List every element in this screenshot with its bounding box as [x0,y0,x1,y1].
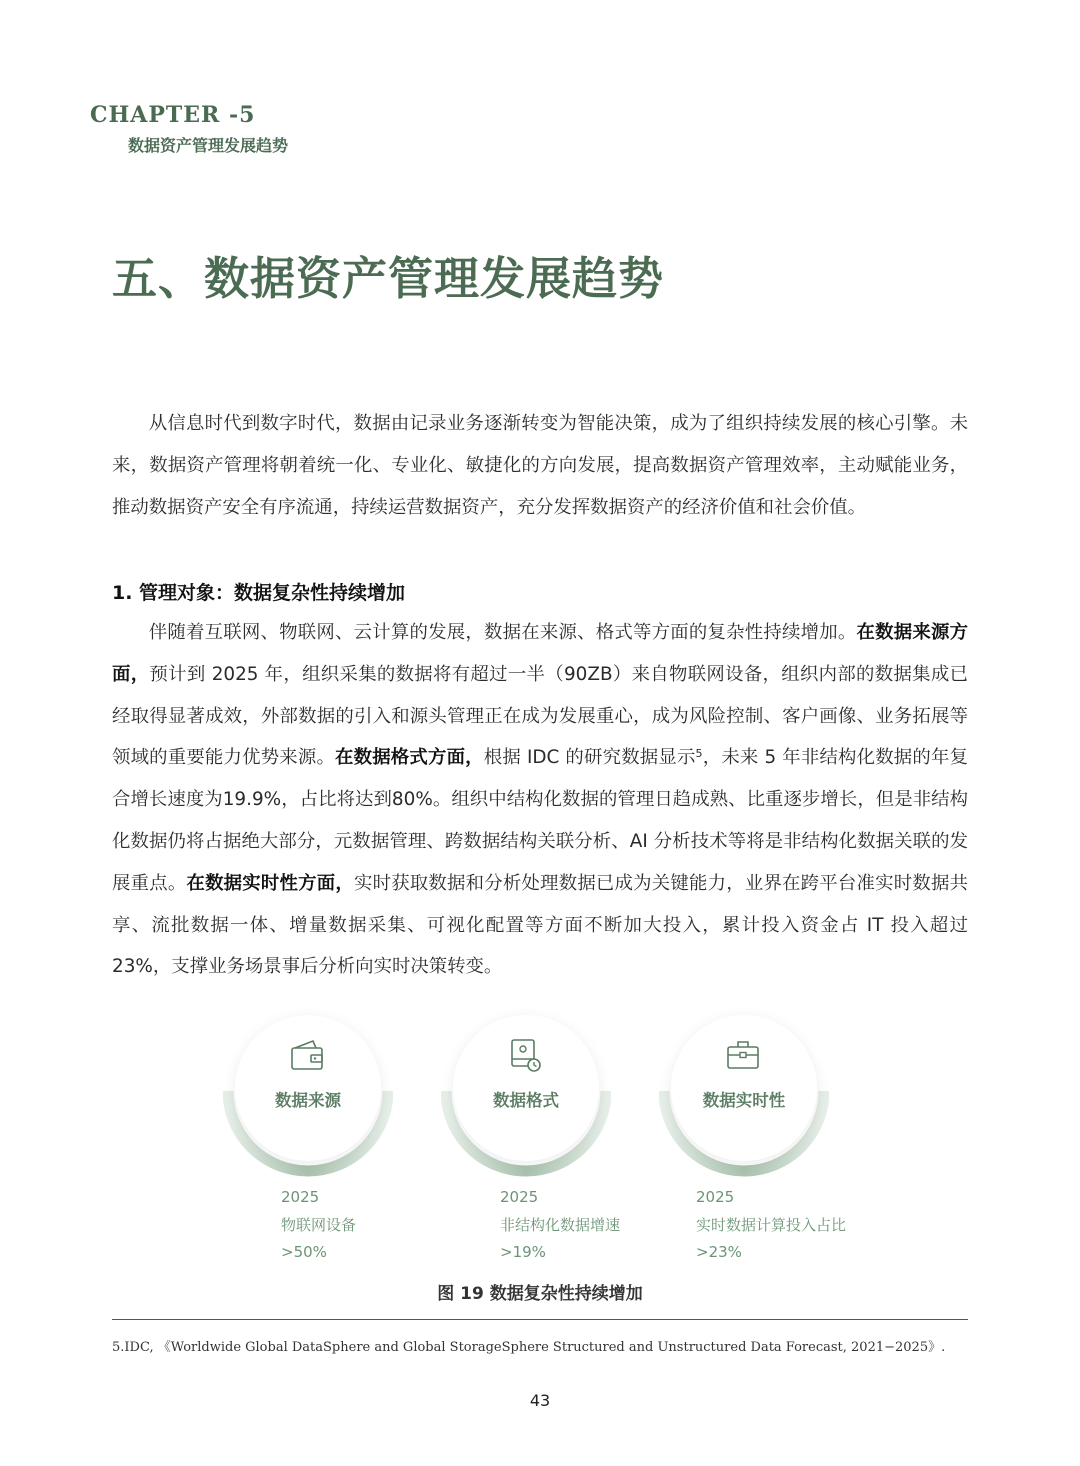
chapter-subtitle: 数据资产管理发展趋势 [128,136,289,155]
stat-block-format [500,1184,620,1267]
circle-label: 数据格式 [493,1091,559,1110]
stat-block-source [281,1184,356,1267]
footnote: 5.IDC, 《Worldwide Global DataSphere and Global StorageSphere Structured and Unstructured Data Forecast, 2021−2025》. [112,1340,946,1355]
footnote-divider [112,1319,968,1320]
stat-value: >23% [696,1243,742,1261]
stat-desc: 物联网设备 [281,1215,357,1234]
stat-block-realtime [696,1184,846,1267]
para-text: 预计到 2025 年，组织采集的数据将有超过一半（90ZB）来自物联网设备，组织内部的数据集成已经取得显著成效，外部数据的引入和源头管理正在成为发展重心，成为风险控制、客户画像、业务拓展等领域的重要能力优势来源。 [112,663,968,769]
wallet-icon [289,1037,325,1073]
circle-label: 数据实时性 [702,1091,786,1110]
para-text: ，未来 5 年非结构化数据的年复合增长速度为19.9%，占比将达到80%。组织中结构化数据的管理日趋成熟、比重逐步增长，但是非结构化数据仍将占据绝大部分，元数据管理、跨数据结构关联分析、AI 分析技术等将是非结构化数据关联的发展重点。 [112,747,968,894]
figure-circle-format [441,1009,611,1179]
page-number: 43 [529,1391,551,1410]
section-paragraph [112,612,968,988]
document-clock-icon [507,1037,543,1073]
footnote-ref[interactable]: 5 [695,747,703,761]
stat-desc: 实时数据计算投入占比 [696,1215,847,1234]
chapter-label: CHAPTER -5 [90,102,256,128]
stat-year: 2025 [281,1188,320,1206]
stat-year: 2025 [696,1188,735,1206]
figure-circle-source [223,1009,393,1179]
circle-label: 数据来源 [275,1091,341,1110]
para-text: 伴随着互联网、物联网、云计算的发展，数据在来源、格式等方面的复杂性持续增加。 [148,622,857,643]
section-heading: 1. 管理对象：数据复杂性持续增加 [112,582,406,604]
briefcase-icon [725,1037,761,1073]
para-bold-format: 在数据格式方面， [335,747,484,769]
figure-caption: 图 19 数据复杂性持续增加 [437,1284,643,1304]
intro-paragraph: 从信息时代到数字时代，数据由记录业务逐渐转变为智能决策，成为了组织持续发展的核心引擎。未来，数据资产管理将朝着统一化、专业化、敏捷化的方向发展，提高数据资产管理效率，主动赋能业务，推动数据资产安全有序流通，持续运营数据资产，充分发挥数据资产的经济价值和社会价值。 [112,413,968,518]
para-bold-source: 在数据来源方面， [112,622,968,685]
stat-desc: 非结构化数据增速 [500,1215,621,1234]
stat-value: >19% [500,1243,546,1261]
stat-year: 2025 [500,1188,539,1206]
para-bold-realtime: 在数据实时性方面， [186,872,354,894]
para-text: 实时获取数据和分析处理数据已成为关键能力，业界在跨平台准实时数据共享、流批数据一体、增量数据采集、可视化配置等方面不断加大投入，累计投入资金占 IT 投入超过 23%，支撑业务场景事后分析向实时决策转变。 [112,872,968,978]
page-title: 五、数据资产管理发展趋势 [112,252,665,305]
stat-value: >50% [281,1243,327,1261]
para-text: 根据 IDC 的研究数据显示 [483,747,696,769]
figure-circle-realtime [659,1009,829,1179]
